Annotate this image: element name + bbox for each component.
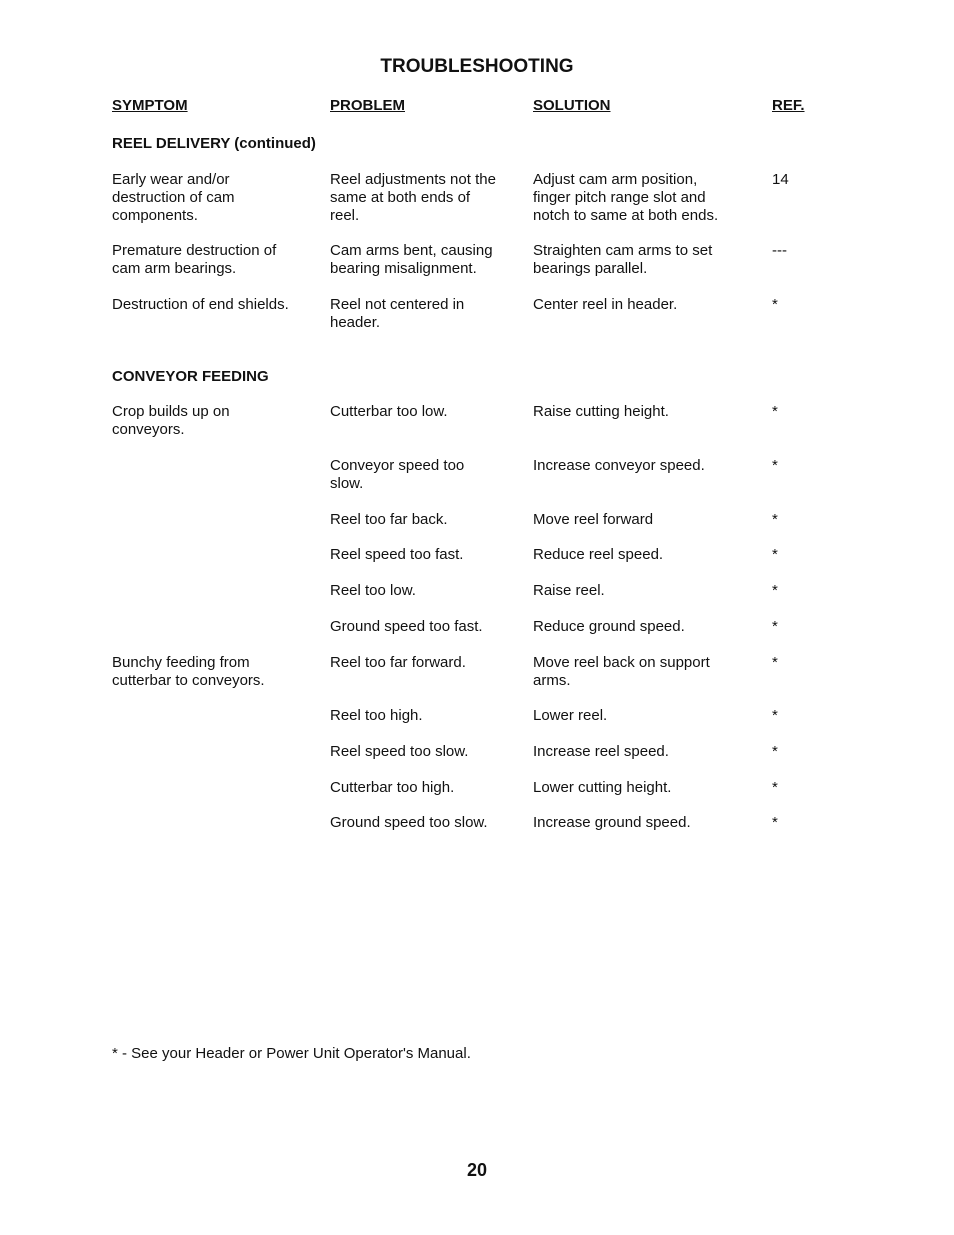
problem-cell: Cutterbar too low. xyxy=(330,403,448,420)
solution-cell: Lower reel. xyxy=(533,707,608,724)
symptom-cell: Crop builds up on conveyors. xyxy=(112,403,230,438)
ref-cell: * xyxy=(772,296,778,313)
problem-cell: Reel adjustments not the same at both ends of reel. xyxy=(330,171,496,224)
ref-cell: * xyxy=(772,457,778,474)
ref-cell: * xyxy=(772,654,778,671)
solution-cell: Raise reel. xyxy=(533,582,605,599)
solution-cell: Move reel forward xyxy=(533,511,654,528)
ref-cell: * xyxy=(772,707,778,724)
ref-cell: * xyxy=(772,779,778,796)
solution-cell: Increase ground speed. xyxy=(533,814,691,831)
section-heading-reel-delivery: REEL DELIVERY (continued) xyxy=(112,135,316,152)
symptom-cell: Bunchy feeding from cutterbar to conveyors. xyxy=(112,654,265,689)
ref-cell: * xyxy=(772,403,778,420)
ref-cell: * xyxy=(772,582,778,599)
page-number: 20 xyxy=(466,1160,488,1180)
solution-cell: Reduce reel speed. xyxy=(533,546,664,563)
problem-cell: Reel too high. xyxy=(330,707,423,724)
solution-cell: Center reel in header. xyxy=(533,296,678,313)
ref-cell: * xyxy=(772,546,778,563)
problem-cell: Cam arms bent, causing bearing misalignment. xyxy=(330,242,493,277)
header-problem: PROBLEM xyxy=(330,97,405,114)
problem-cell: Ground speed too slow. xyxy=(330,814,488,831)
page-title: TROUBLESHOOTING xyxy=(380,56,574,77)
problem-cell: Conveyor speed too slow. xyxy=(330,457,465,492)
ref-cell: * xyxy=(772,743,778,760)
problem-cell: Reel speed too slow. xyxy=(330,743,469,760)
symptom-cell: Premature destruction of cam arm bearings. xyxy=(112,242,277,277)
header-solution: SOLUTION xyxy=(533,97,611,114)
footnote: * - See your Header or Power Unit Operator's Manual. xyxy=(112,1045,471,1062)
solution-cell: Reduce ground speed. xyxy=(533,618,685,635)
problem-cell: Ground speed too fast. xyxy=(330,618,483,635)
problem-cell: Reel too far back. xyxy=(330,511,448,528)
ref-cell: * xyxy=(772,618,778,635)
solution-cell: Adjust cam arm position, finger pitch range slot and notch to same at both ends. xyxy=(533,171,719,224)
problem-cell: Reel not centered in header. xyxy=(330,296,465,331)
solution-cell: Move reel back on support arms. xyxy=(533,654,710,689)
solution-cell: Increase reel speed. xyxy=(533,743,669,760)
problem-cell: Cutterbar too high. xyxy=(330,779,455,796)
ref-cell: * xyxy=(772,814,778,831)
problem-cell: Reel too far forward. xyxy=(330,654,466,671)
ref-cell: * xyxy=(772,511,778,528)
section-heading-conveyor-feeding: CONVEYOR FEEDING xyxy=(112,368,269,385)
solution-cell: Raise cutting height. xyxy=(533,403,669,420)
symptom-cell: Early wear and/or destruction of cam components. xyxy=(112,171,235,224)
solution-cell: Increase conveyor speed. xyxy=(533,457,705,474)
ref-cell: 14 xyxy=(772,171,789,188)
solution-cell: Straighten cam arms to set bearings parallel. xyxy=(533,242,713,277)
ref-cell: --- xyxy=(772,242,787,259)
solution-cell: Lower cutting height. xyxy=(533,779,672,796)
problem-cell: Reel speed too fast. xyxy=(330,546,464,563)
header-ref: REF. xyxy=(772,97,805,114)
header-symptom: SYMPTOM xyxy=(112,97,188,114)
symptom-cell: Destruction of end shields. xyxy=(112,296,289,313)
problem-cell: Reel too low. xyxy=(330,582,416,599)
